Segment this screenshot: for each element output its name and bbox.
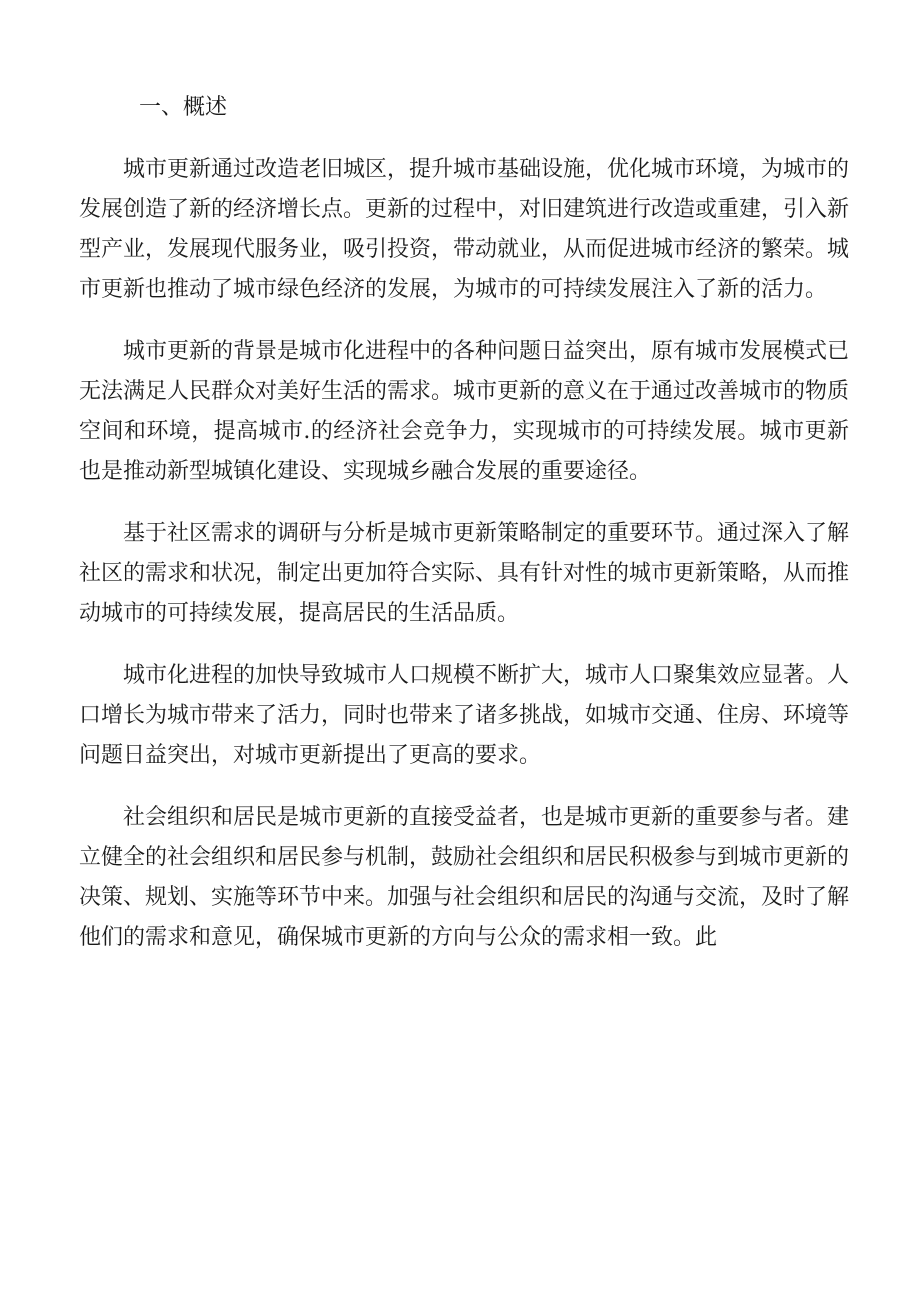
section-heading: 一、概述 (139, 95, 228, 120)
document-body (79, 88, 849, 980)
paragraph-urban-renewal-economy: 城市更新通过改造老旧城区，提升城市基础设施，优化城市环境，为城市的发展创造了新的经济增长点。更新的过程中，对旧建筑进行改造或重建，引入新型产业，发展现代服务业，吸引投资，带动就业，从而促进城市经济的繁荣。城市更新也推动了城市绿色经济的发展，为城市的可持续发展注入了新的活力。 (79, 157, 850, 302)
paragraph-community-needs: 基于社区需求的调研与分析是城市更新策略制定的重要环节。通过深入了解社区的需求和状况，制定出更加符合实际、具有针对性的城市更新策略，从而推动城市的可持续发展，提高居民的生活品质。 (79, 521, 850, 626)
paragraph-population-growth: 城市化进程的加快导致城市人口规模不断扩大，城市人口聚集效应显著。人口增长为城市带来了活力，同时也带来了诸多挑战，如城市交通、住房、环境等问题日益突出，对城市更新提出了更高的要求。 (79, 663, 850, 768)
paragraph-public-participation: 社会组织和居民是城市更新的直接受益者，也是城市更新的重要参与者。建立健全的社会组织和居民参与机制，鼓励社会组织和居民积极参与到城市更新的决策、规划、实施等环节中来。加强与社会组织和居民的沟通与交流，及时了解他们的需求和意见，确保城市更新的方向与公众的需求相一致。此 (79, 805, 850, 950)
paragraph-renewal-background: 城市更新的背景是城市化进程中的各种问题日益突出，原有城市发展模式已无法满足人民群众对美好生活的需求。城市更新的意义在于通过改善城市的物质空间和环境，提高城市.的经济社会竞争力，实现城市的可持续发展。城市更新也是推动新型城镇化建设、实现城乡融合发展的重要途径。 (79, 339, 850, 484)
